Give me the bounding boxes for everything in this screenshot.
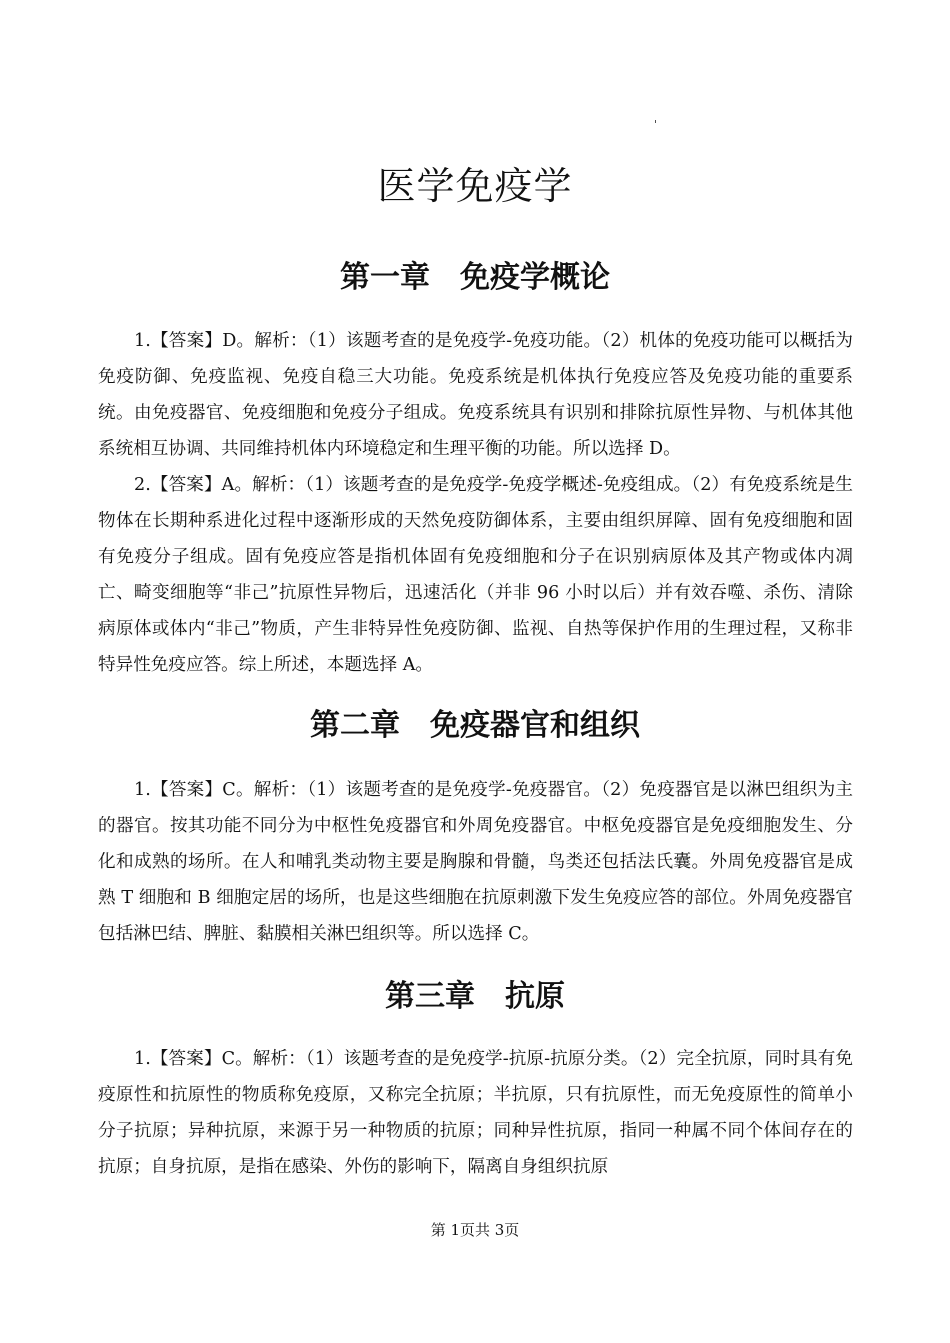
stray-mark: ' [654, 118, 658, 131]
chapter-3-answer-1: 1.【答案】C。解析：（1）该题考查的是免疫学-抗原-抗原分类。（2）完全抗原，同时具有免疫原性和抗原性的物质称免疫原，又称完全抗原；半抗原，只有抗原性，而无免疫原性的简单小分子抗原；异种抗原，来源于另一种物质的抗原；同种异性抗原，指同一种属不同个体间存在的抗原；自身抗原，是指在感染、外伤的影响下，隔离自身组织抗原 [98, 1049, 853, 1177]
document-title: 医学免疫学 [377, 164, 573, 208]
chapter-1-answer-2: 2.【答案】A。解析：（1）该题考查的是免疫学-免疫学概述-免疫组成。（2）有免疫系统是生物体在长期种系进化过程中逐渐形成的天然免疫防御体系，主要由组织屏障、固有免疫细胞和固有免疫分子组成。固有免疫应答是指机体固有免疫细胞和分子在识别病原体及其产物或体内凋亡、畸变细胞等“非己”抗原性异物后，迅速活化（并非 96 小时以后）并有效吞噬、杀伤、清除病原体或体内“非己”物质，产生非特异性免疫防御、监视、自热等保护作用的生理过程，又称非特异性免疫应答。综上所述，本题选择 A。 [98, 475, 853, 675]
chapter-1-answer-1: 1.【答案】D。解析：（1）该题考查的是免疫学-免疫功能。（2）机体的免疫功能可以概括为免疫防御、免疫监视、免疫自稳三大功能。免疫系统是机体执行免疫应答及免疫功能的重要系统。由免疫器官、免疫细胞和免疫分子组成。免疫系统具有识别和排除抗原性异物、与机体其他系统相互协调、共同维持机体内环境稳定和生理平衡的功能。所以选择 D。 [98, 331, 853, 459]
chapter-2-heading: 第二章 免疫器官和组织 [310, 708, 640, 743]
chapter-1-heading: 第一章 免疫学概论 [340, 260, 610, 295]
page-footer: 第 1页共 3页 [430, 1221, 520, 1239]
chapter-3-heading: 第三章 抗原 [385, 979, 565, 1014]
chapter-2-answer-1: 1.【答案】C。解析：（1）该题考查的是免疫学-免疫器官。（2）免疫器官是以淋巴组织为主的器官。按其功能不同分为中枢性免疫器官和外周免疫器官。中枢免疫器官是免疫细胞发生、分化和成熟的场所。在人和哺乳类动物主要是胸腺和骨髓，鸟类还包括法氏囊。外周免疫器官是成熟 T 细胞和 B 细胞定居的场所，也是这些细胞在抗原刺激下发生免疫应答的部位。外周免疫器官包括淋巴结、脾脏、黏膜相关淋巴组织等。所以选择 C。 [98, 780, 853, 944]
